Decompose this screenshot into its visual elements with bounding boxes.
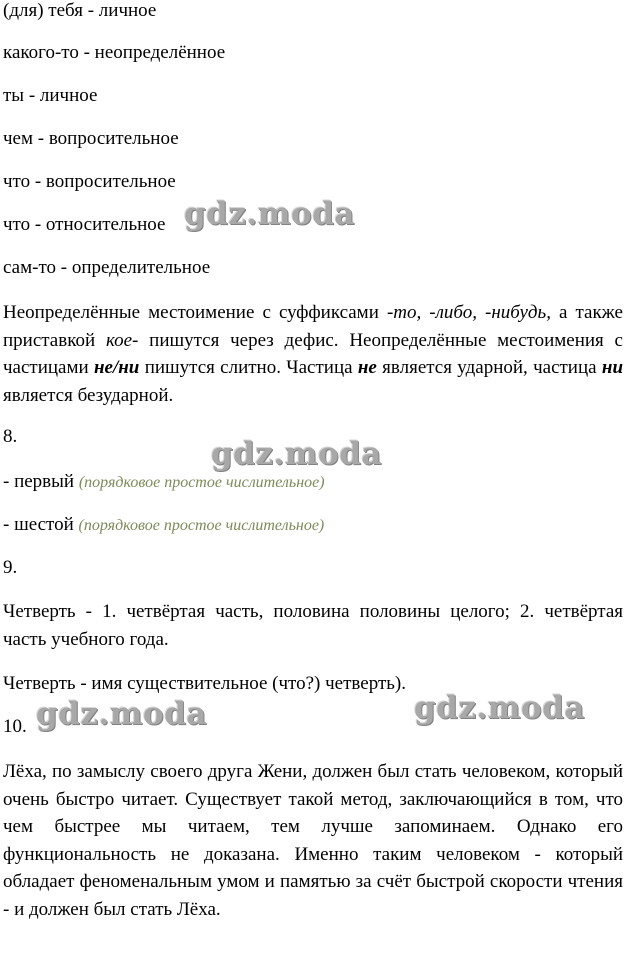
- task-8-item-2: [3, 514, 324, 537]
- watermark-2: gdz.moda: [211, 436, 382, 472]
- pronoun-line-7: сам-то - определительное: [3, 257, 211, 278]
- rule-text-1: Неопределённые местоимение с суффиксами: [3, 302, 387, 323]
- rule-text-4: пишутся слитно. Частица: [139, 357, 358, 378]
- rule-particles: не/ни: [94, 357, 140, 378]
- pronoun-line-5: что - вопросительное: [3, 171, 176, 192]
- pronoun-line-2: какого-то - неопределённое: [3, 42, 226, 63]
- rule-paragraph: [3, 299, 623, 409]
- rule-particle-ne: не: [357, 357, 377, 378]
- task-9-definition: Четверть - 1. четвёртая часть, половина половины целого; 2. четвёртая часть учебного года.: [3, 601, 623, 650]
- pronoun-line-4: чем - вопросительное: [3, 128, 179, 149]
- pronoun-line-6: что - относительное: [3, 214, 166, 235]
- task-9-number: 9.: [3, 557, 18, 578]
- numeral-note: (порядковое простое числительное): [78, 517, 325, 534]
- rule-text-6: является безударной.: [3, 384, 174, 406]
- watermark-1: gdz.moda: [184, 196, 355, 232]
- numeral-note: (порядковое простое числительное): [78, 474, 325, 491]
- task-8-number: 8.: [3, 426, 18, 447]
- numeral-word: - первый: [3, 471, 75, 492]
- numeral-word: - шестой: [3, 514, 74, 535]
- task-8-item-1: [3, 471, 325, 494]
- rule-text-2: а также приставкой: [3, 302, 623, 351]
- watermark-4: gdz.moda: [414, 690, 585, 726]
- task-10-text: Лёха, по замыслу своего друга Жени, должен был стать человеком, который очень быстро читает. Существует такой метод, заключающийся в том, что чем быстрее мы читаем, тем лучше запоминаем. Однако его функциональность не доказана. Именно таким человеком - который обладает феноменальным умом и памятью за счёт быстрой скорости чтения - и должен был стать Лёха.: [3, 761, 623, 920]
- task-10-number: 10.: [3, 716, 27, 737]
- pronoun-line-3: ты - личное: [3, 85, 98, 106]
- task-9-part-of-speech: Четверть - имя существительное (что?) четверть).: [3, 673, 406, 694]
- watermark-3: gdz.moda: [36, 696, 207, 732]
- rule-particle-ni: ни: [601, 357, 624, 378]
- rule-prefix: кое-: [105, 329, 139, 351]
- pronoun-line-1: (для) тебя - личное: [3, 0, 157, 21]
- rule-text-3: пишутся через дефис. Неопределённые местоимения с частицами: [3, 329, 623, 378]
- rule-text-5: является ударной, частица: [376, 357, 602, 378]
- rule-suffixes: -то, -либо, -нибудь,: [386, 302, 551, 323]
